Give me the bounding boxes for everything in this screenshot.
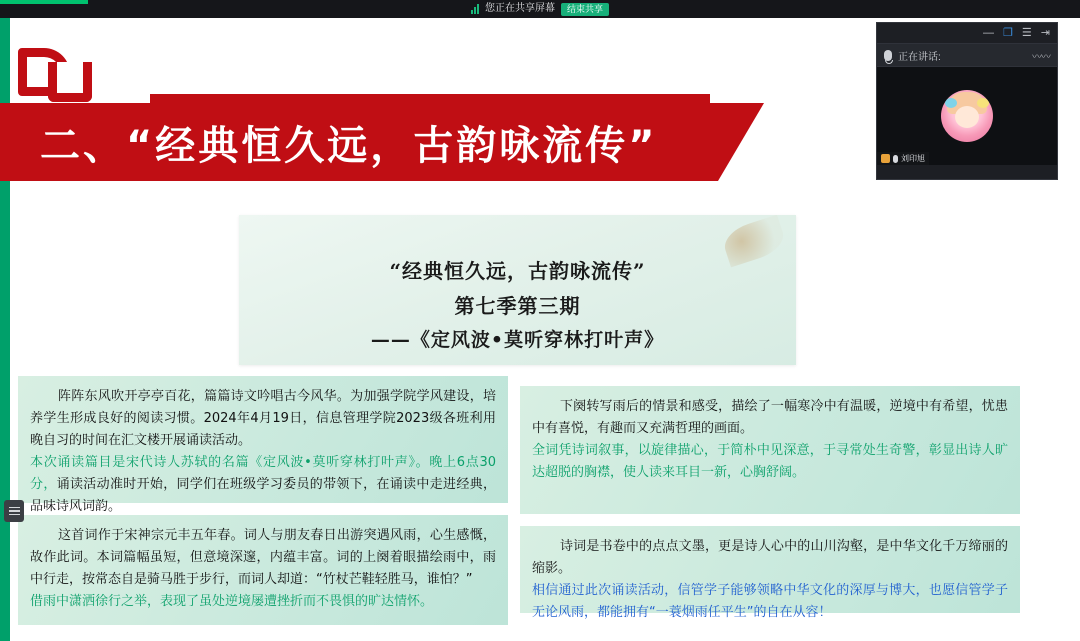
- stop-share-button[interactable]: 结束共享: [561, 3, 609, 16]
- list-menu-icon[interactable]: ☰: [1021, 26, 1032, 39]
- participant-name: 刘印旭: [901, 154, 925, 163]
- user-avatar: [941, 90, 993, 142]
- audio-wave-icon: 〰〰: [1032, 51, 1050, 63]
- header-line-1: “经典恒久远，古韵咏流传”: [389, 259, 646, 283]
- minimize-icon[interactable]: —: [983, 26, 995, 39]
- video-panel-titlebar: [877, 23, 1057, 43]
- paragraph-highlight: 借雨中潇洒徐行之举，表现了虽处逆境屡遭挫折而不畏惧的旷达情怀。: [30, 594, 434, 609]
- microphone-small-icon: [893, 155, 898, 163]
- text-block-right-bottom: [520, 526, 1020, 620]
- video-tile[interactable]: [877, 67, 1057, 165]
- header-line-3: ——《定风波•莫听穿林打叶声》: [370, 329, 665, 351]
- paragraph-highlight: 本次诵读篇目是宋代诗人苏轼的名篇《定风波•莫听穿林打叶声》。晚上6点30分，: [30, 455, 496, 492]
- paragraph-highlight: 全词凭诗词叙事，以旋律描心，于简朴中见深意，于寻常处生奇警，彰显出诗人旷达超脱的胸襟，使人读来耳目一新，心胸舒阔。: [532, 443, 1008, 480]
- speaking-status-bar: [877, 43, 1057, 67]
- text-block-right-top: [520, 386, 1020, 514]
- paragraph-highlight: 相信通过此次诵读活动，信管学子能够领略中华文化的深厚与博大，也愿信管学子无论风雨，都能拥有“一蓑烟雨任平生”的自在从容！: [532, 583, 1008, 620]
- paragraph-text: 诗词是书卷中的点点文墨，更是诗人心中的山川沟壑，是中华文化千万缔丽的缩影。: [532, 539, 1008, 576]
- signal-icon: [471, 4, 479, 14]
- slide-header-card: [239, 215, 796, 365]
- screen-share-bar: [0, 0, 1080, 18]
- speaking-status-text: 正在讲话:: [898, 51, 941, 63]
- sharing-status-text: 您正在共享屏幕: [484, 3, 555, 14]
- text-block-left-bottom: [18, 515, 508, 625]
- paragraph-text: 这首词作于宋神宗元丰五年春。词人与朋友春日出游突遇风雨，心生感慨，故作此词。本词篇幅虽短，但意境深邃，内蕴丰富。词的上阕着眼描绘雨中，雨中行走，按常态自是骑马胜于步行，而词人却道：“竹杖芒鞋轻胜马，谁怕？”: [30, 528, 496, 587]
- hamburger-bars: [9, 505, 20, 518]
- open-book-icon: [18, 48, 94, 102]
- paragraph-text: 下阕转写雨后的情景和感受，描绘了一幅寒冷中有温暖，逆境中有希望，忧患中有喜悦，有趣而又充满哲理的画面。: [532, 399, 1008, 436]
- text-block-left-top: [18, 376, 508, 514]
- hamburger-menu-icon[interactable]: [4, 500, 24, 522]
- video-panel: [876, 22, 1058, 180]
- paragraph-text-2: 诵读活动准时开始，同学们在班级学习委员的带领下，在诵读中走进经典，品味诗风词韵。: [30, 477, 496, 514]
- slide-title: 二、“经典恒久远，古韵咏流传”: [40, 123, 658, 169]
- speaker-icon: [881, 154, 890, 163]
- paragraph-text: 阵阵东风吹开亭亭百花，篇篇诗文吟唱古今风华。为加强学院学风建设，培养学生形成良好的阅读习惯。2024年4月19日，信息管理学院2023级各班利用晚自习的时间在汇文楼开展诵读活动。: [30, 389, 496, 448]
- header-line-2: 第七季第三期: [454, 294, 581, 318]
- microphone-icon: [884, 50, 892, 61]
- share-indicator-strip: [0, 0, 88, 4]
- slide-banner-underline: [150, 94, 710, 104]
- maximize-icon[interactable]: ❐: [1003, 26, 1013, 39]
- expand-panel-icon[interactable]: ⇥: [1040, 26, 1050, 39]
- participant-name-tag: [877, 152, 929, 165]
